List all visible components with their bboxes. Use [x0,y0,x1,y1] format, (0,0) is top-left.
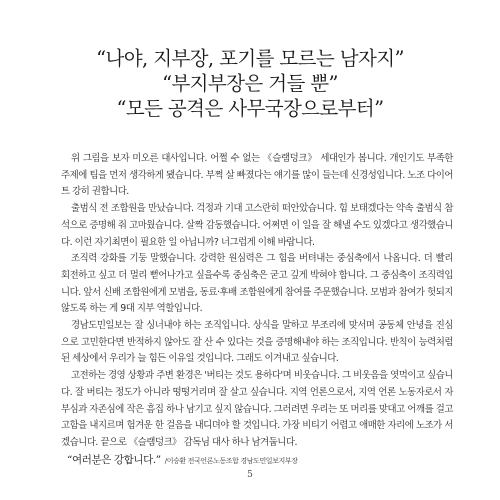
headline-line-3: “모든 공격은 사무국장으로부터” [116,97,384,120]
paragraph-3: 조직력 강화를 기둥 말했습니다. 강력한 원심력은 그 힘을 버텨내는 중심축에서 나옵니다. 더 빨리 회전하고 싶고 더 멀리 뻗어나가고 싶을수록 중심축은 굳고 깊게 박혀야 합니다. 그 중심축이 조직력입니다. 앞서 신배 조합원에게 모범을, 동료·후배 조합원에게 참여를 주문했습니다. 모범과 참여가 헛되지 않도록 하는 게 9대 지부 역할입니다. [61,253,453,315]
body-text [61,151,453,470]
paragraph-1: 위 그림을 보자 미오른 대사입니다. 어쩔 수 없는 《슬램덩크》 세대인가 봅니다. 개인기도 부족한 주제에 팀을 먼저 생각하게 됐습니다. 부쩍 살 빠졌다는 얘기를 많이 들는데 신경성입니다. 노조 다이어트 강히 권합니다. [61,153,453,198]
paragraph-4: 경남도민일보는 잘 싱너내야 하는 조직입니다. 상식을 말하고 부조리에 맞서며 공동체 안녕을 진심으로 고민한다면 반적하지 않아도 잘 산 수 있다는 것을 증명해내야 하는 조직입니다. 반칙이 능력처럼 된 세상에서 우리가 늘 힘든 이유일 것입니다. 그래도 이겨내고 싶습니다. [61,320,453,365]
headline-line-1: “나야, 지부장, 포기를 모르는 남자지” [96,47,404,70]
headline [0,46,500,121]
closing-attribution: /이승환 전국언론노동조합 경남도민일보지부장 [164,456,298,465]
closing-quote: “여러분은 강합니다.” [67,453,161,466]
closing-line [61,452,453,470]
headline-line-2: “부지부장은 거들 뿐” [162,72,338,95]
paragraph-5: 고전하는 경영 상황과 주변 환경은 '버티는 것도 용하다'며 비웃습니다. 그 비웃음을 엿먹이고 싶습니다. 잘 버티는 정도가 아니라 떵떵거리며 잘 살고 싶습니다. 지역 언론으로서, 지역 언론 노동자로서 자부심과 자존심에 작은 흠집 하나 남기고 싶지 않습니다. 그러려면 우리는 또 머리를 맞대고 어깨를 걸고 고함을 내지르며 험겨운 한 걸음을 내디뎌야 할 것입니다. 가장 비티기 어렵고 애매한 자리에 노조가 서겠습니다. 끝으로 《슬램덩크》 감독님 대사 하나 남겨둡니다. [61,370,453,448]
paragraph-2: 출범식 전 조합원을 만났습니다. 걱정과 기대 고스란히 떠안았습니다. 힘 보태겠다는 약속 출범식 참석으로 증명해 줘 고마웠습니다. 살짝 감동했습니다. 어쩌면 이 일을 잘 해낼 수도 있겠다고 생각했습니다. 이런 자기최면이 필요한 일 아닙니까? 너그럽게 이해 바랍니다. [61,203,453,248]
page-number: 5 [247,470,253,480]
